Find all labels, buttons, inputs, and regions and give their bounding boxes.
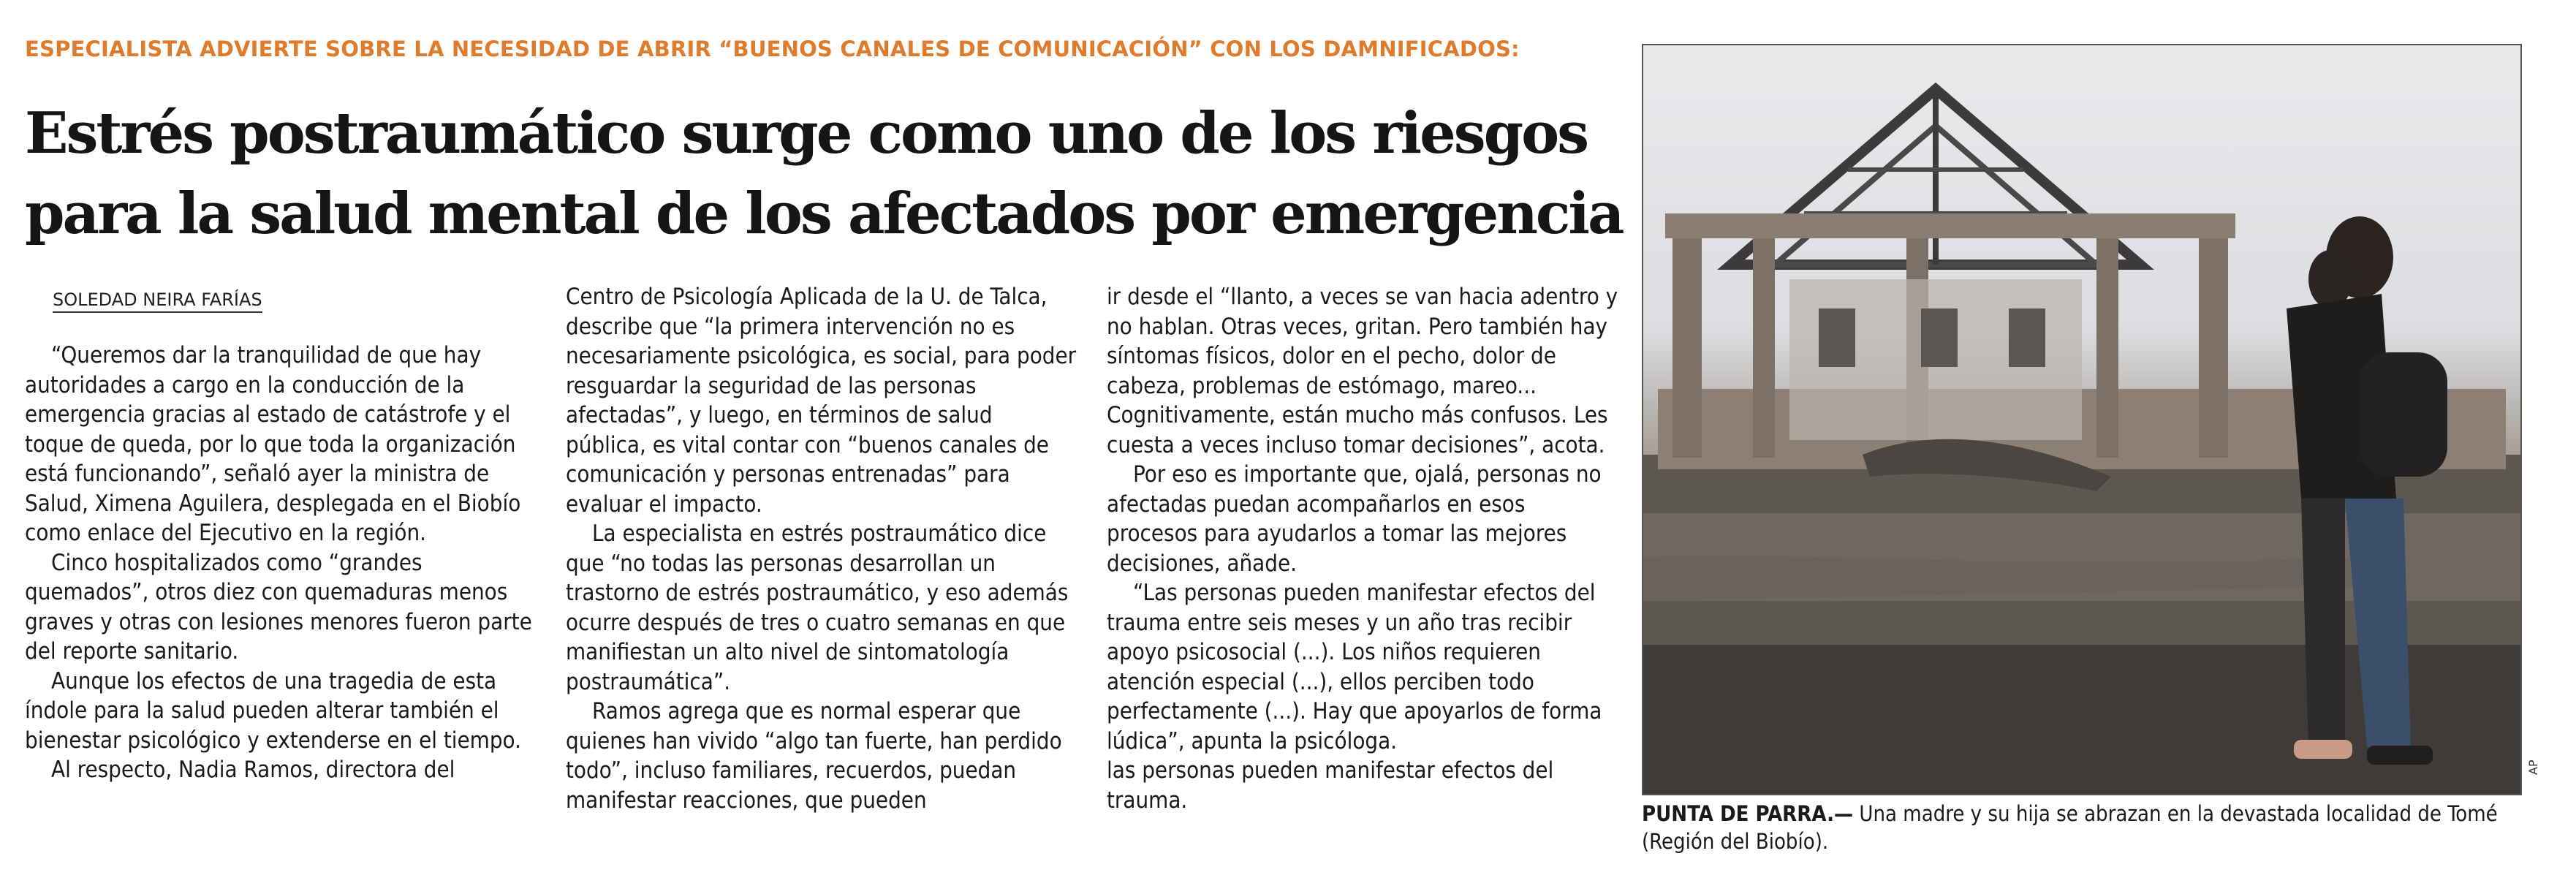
photo-caption — [1642, 800, 2526, 855]
paragraph: “Queremos dar la tranquilidad de que hay autoridades a cargo en la conducción de la emergencia gracias al estado de catástrofe y el toque de queda, por lo que toda la organización está funcionando”, señaló ayer la ministra de Salud, Ximena Aguilera, desplegada en el Biobío como enlace del Ejecutivo en la región. — [25, 342, 521, 546]
byline: SOLEDAD NEIRA FARÍAS — [53, 289, 262, 313]
paragraph: Por eso es importante que, ojalá, personas no afectadas puedan acompañarlos en esos procesos para ayudarlos a tomar las mejores decisiones, añade. — [1107, 461, 1602, 577]
headline: Estrés postraumático surge como uno de los riesgos para la salud mental de los afectados por emergencia — [25, 100, 1623, 247]
article-column-2 — [566, 282, 1077, 815]
article-column-1 — [25, 341, 537, 785]
paragraph: Aunque los efectos de una tragedia de esta índole para la salud pueden alterar también el bienestar psicológico y extenderse en el tiempo. — [25, 667, 521, 754]
news-photo — [1642, 44, 2522, 795]
paragraph: las personas pueden manifestar efectos del trauma. — [1107, 757, 1554, 814]
kicker: ESPECIALISTA ADVIERTE SOBRE LA NECESIDAD DE ABRIR “BUENOS CANALES DE COMUNICACIÓN” CON LOS DAMNIFICADOS: — [25, 37, 1520, 61]
paragraph: Ramos agrega que es normal esperar que quienes han vivido “algo tan fuerte, han perdido todo”, incluso familiares, recuerdos, puedan manifestar reacciones, que pueden — [566, 698, 1062, 814]
paragraph: Al respecto, Nadia Ramos, directora del — [51, 757, 455, 783]
paragraph: Cinco hospitalizados como “grandes quemados”, otros diez con quemaduras menos graves y otras con lesiones menores fueron parte del reporte sanitario. — [25, 549, 532, 664]
caption-text: Una madre y su hija se abrazan en la devastada localidad de Tomé (Región del Biobío). — [1642, 801, 2498, 854]
burned-church-illustration — [1643, 45, 2520, 794]
paragraph: Centro de Psicología Aplicada de la U. de Talca, describe que “la primera intervención no es necesariamente psicológica, es social, para poder resguardar la seguridad de las personas afectadas”, y luego, en términos de salud pública, es vital contar con “buenos canales de comunicación y personas entrenadas” para evaluar el impacto. — [566, 284, 1077, 518]
article-column-3 — [1107, 282, 1618, 815]
caption-lead: PUNTA DE PARRA.— — [1642, 801, 1854, 826]
paragraph: ir desde el “llanto, a veces se van hacia adentro y no hablan. Otras veces, gritan. Pero también hay síntomas físicos, dolor en el pecho, dolor de cabeza, problemas de estómago, mareo... Cognitivamente, están mucho más confusos. Les cuesta a veces incluso tomar decisiones”, acota. — [1107, 284, 1618, 458]
photo-credit: AP — [2526, 760, 2540, 775]
paragraph: “Las personas pueden manifestar efectos del trauma entre seis meses y un año tras recibir apoyo psicosocial (...). Los niños requieren atención especial (...), ellos perciben todo perfectamente (...). Hay que apoyarlos de forma lúdica”, apunta la psicóloga. — [1107, 580, 1602, 754]
paragraph: La especialista en estrés postraumático dice que “no todas las personas desarrollan un trastorno de estrés postraumático, y eso además ocurre después de tres o cuatro semanas en que manifiestan un alto nivel de sintomatología postraumática”. — [566, 520, 1069, 695]
